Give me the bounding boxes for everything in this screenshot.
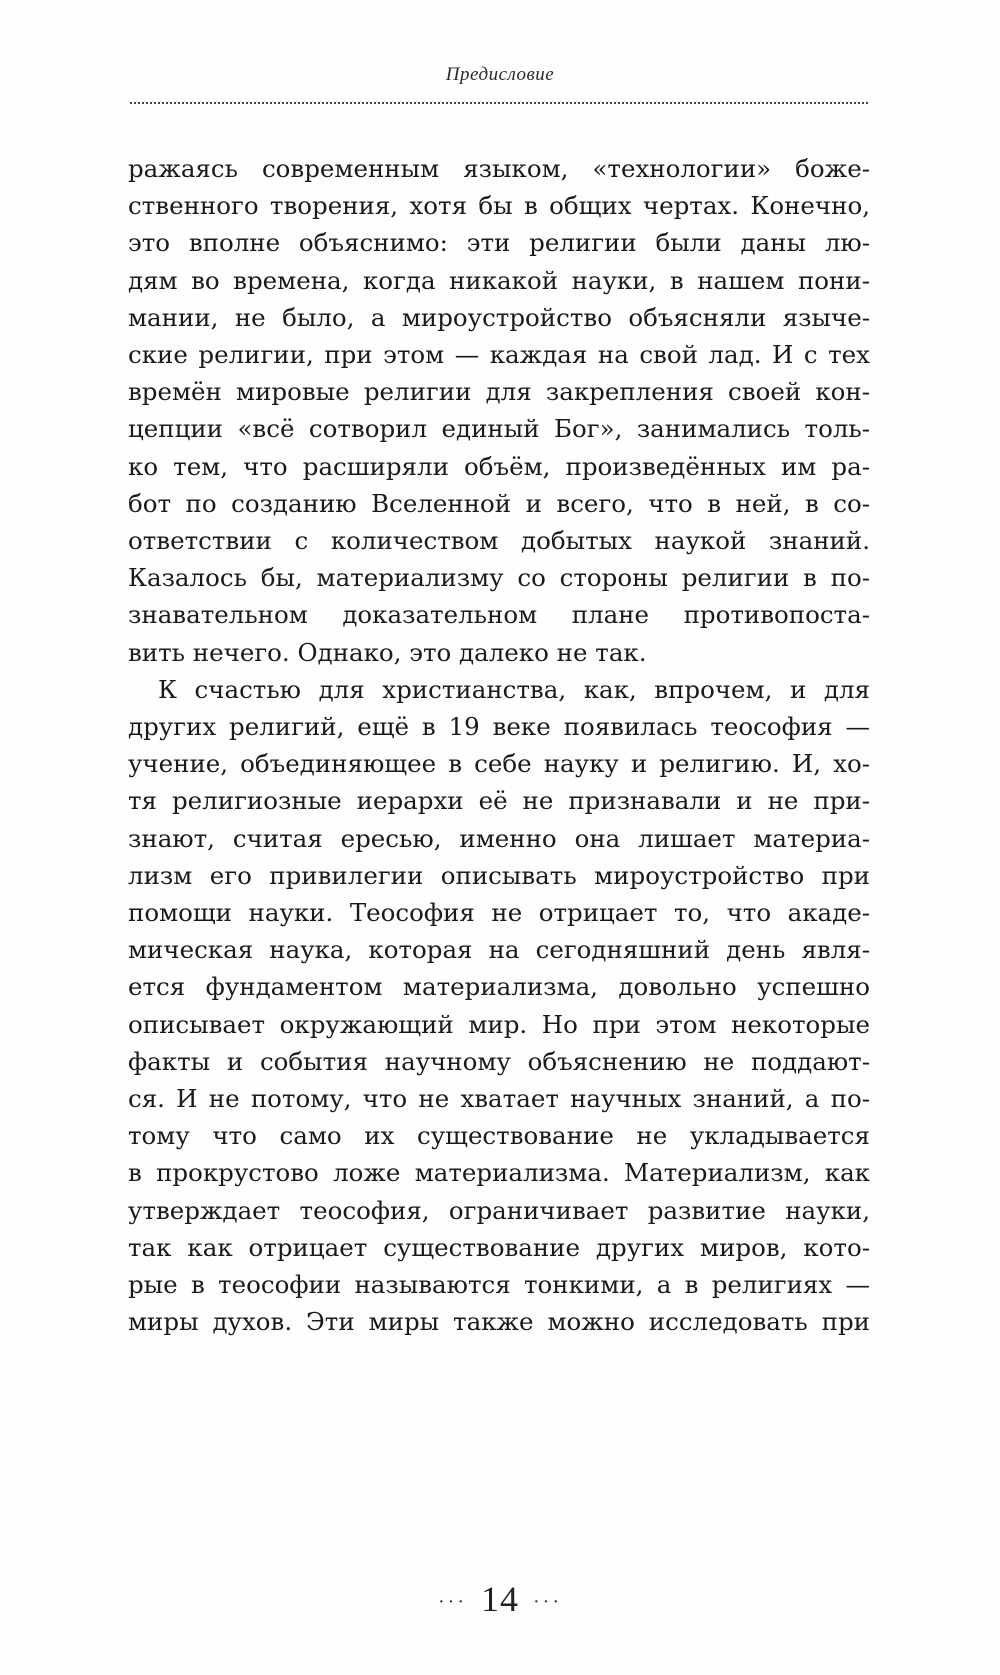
text-line: лизм его привилегии описывать мироустройство при bbox=[128, 860, 870, 890]
text-line: помощи науки. Теософия не отрицает то, что акаде- bbox=[128, 898, 870, 928]
text-line: ские религии, при этом — каждая на свой лад. И с тех bbox=[128, 340, 870, 370]
page-folio bbox=[0, 1578, 1000, 1620]
body-text bbox=[128, 150, 870, 1341]
text-line: дям во времена, когда никакой науки, в нашем пони- bbox=[128, 265, 870, 295]
text-line: тому что само их существование не укладывается bbox=[128, 1121, 870, 1151]
text-line: тя религиозные иерархи её не признавали и не при- bbox=[128, 786, 870, 816]
text-line: рые в теософии называются тонкими, а в религиях — bbox=[128, 1270, 870, 1300]
folio-ellipsis-right: ··· bbox=[533, 1591, 562, 1614]
text-line: других религий, ещё в 19 веке появилась теософия — bbox=[128, 712, 870, 742]
text-line: ется фундаментом материализма, довольно успешно bbox=[128, 972, 870, 1002]
text-line: мании, не было, а мироустройство объясняли языче- bbox=[128, 302, 870, 332]
text-line: мическая наука, которая на сегодняшний день явля- bbox=[128, 935, 870, 965]
text-line: в прокрустово ложе материализма. Материализм, как bbox=[128, 1158, 870, 1188]
text-line: это вполне объяснимо: эти религии были даны лю- bbox=[128, 228, 870, 258]
text-line: ся. И не потому, что не хватает научных знаний, а по- bbox=[128, 1084, 870, 1114]
text-line: ственного творения, хотя бы в общих чертах. Конечно, bbox=[128, 191, 870, 221]
text-line: знавательном доказательном плане противопоста- bbox=[128, 600, 870, 630]
text-line: ражаясь современным языком, «технологии» боже- bbox=[128, 154, 870, 183]
text-line: ответствии с количеством добытых наукой знаний. bbox=[128, 526, 870, 556]
text-line: описывает окружающий мир. Но при этом некоторые bbox=[128, 1009, 870, 1039]
text-line: цепции «всё сотворил единый Бог», занимались толь- bbox=[128, 414, 870, 444]
text-line: так как отрицает существование других миров, кото- bbox=[128, 1232, 870, 1262]
text-line: Казалось бы, материализму со стороны религии в по- bbox=[128, 563, 870, 593]
text-line: времён мировые религии для закрепления своей кон- bbox=[128, 377, 870, 407]
text-line: бот по созданию Вселенной и всего, что в ней, в со- bbox=[128, 488, 870, 518]
text-line: знают, считая ересью, именно она лишает материа- bbox=[128, 823, 870, 853]
text-line: миры духов. Эти миры также можно исследовать при bbox=[128, 1307, 870, 1337]
running-header: Предисловие bbox=[445, 64, 555, 85]
header-dotted-rule bbox=[130, 102, 868, 104]
text-line: учение, объединяющее в себе науку и религию. И, хо- bbox=[128, 749, 870, 779]
text-line: вить нечего. Однако, это далеко не так. bbox=[128, 637, 647, 667]
folio-ellipsis-left: ··· bbox=[438, 1591, 467, 1614]
text-line: утверждает теософия, ограничивает развитие науки, bbox=[128, 1195, 870, 1225]
page-number: 14 bbox=[481, 1579, 519, 1619]
text-line: К счастью для христианства, как, впрочем, и для bbox=[158, 674, 870, 704]
text-line: факты и события научному объяснению не поддают- bbox=[128, 1046, 870, 1076]
text-line: ко тем, что расширяли объём, произведённых им ра- bbox=[128, 451, 870, 481]
